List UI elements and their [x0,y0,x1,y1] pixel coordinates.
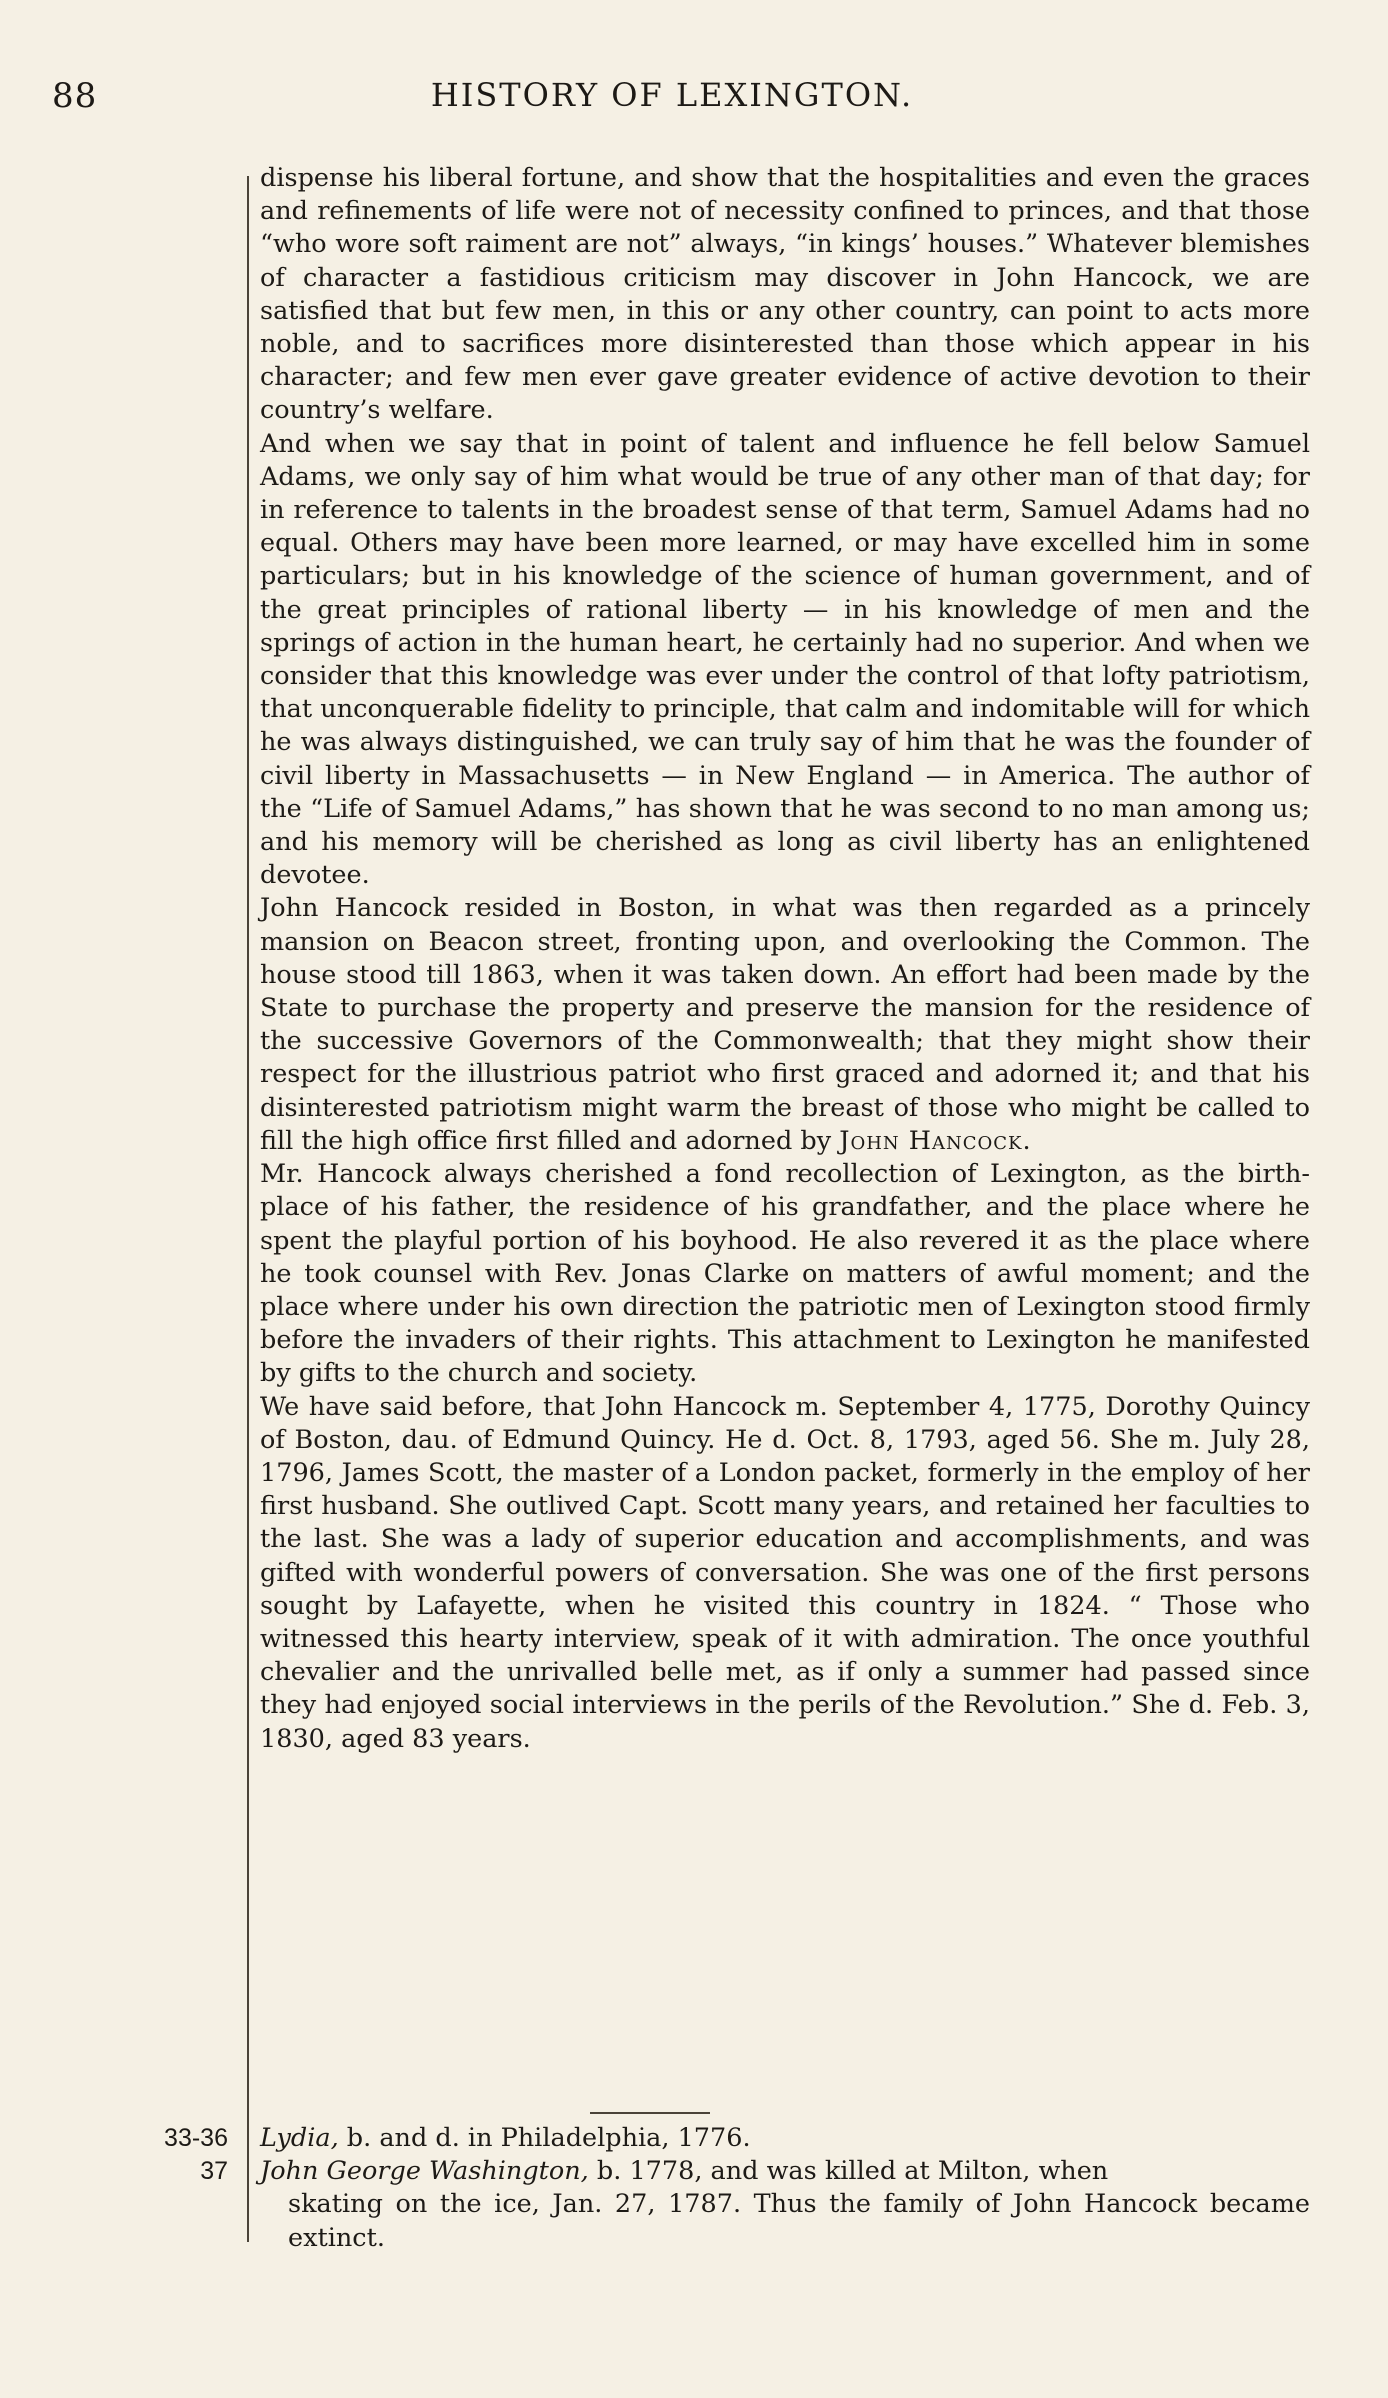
entry-number: 33-36 [164,2124,228,2152]
entry-text [260,2122,1310,2155]
entry-continuation: skating on the ice, Jan. 27, 1787. Thus the family of John Hancock became extinct. [288,2189,1310,2253]
paragraph-2: And when we say that in point of talent and influence he fell below Samuel Adams, we only say of him what would be true of any other man of that day; for in reference to talents in the broadest sense of that term, Samuel Adams had no equal. Others may have been more learned, or may have excelled him in some particulars; but in his knowledge of the science of human government, and of the great principles of rational liberty — in his knowledge of men and the springs of action in the human heart, he certainly had no superior. And when we consider that this knowledge was ever under the control of that lofty patriotism, that unconquerable fidelity to principle, that calm and indomitable will for which he was always distinguished, we can truly say of him that he was the founder of civil liberty in Massachusetts — in New England — in America. The author of the “Life of Samuel Adams,” has shown that he was second to no man among us; and his memory will be cherished as long as civil liberty has an enlightened devotee. [260,428,1310,891]
paragraph-3-text: John Hancock resided in Boston, in what was then regarded as a princely mansion on Beacon street, fronting upon, and overlooking the Common. The house stood till 1863, when it was taken down. An effort had been made by the State to purchase the property and preserve the mansion for the residence of the successive Governors of the Commonwealth; that they might show their respect for the illustrious patriot who first graced and adorned it; and that his disinterested patriotism might warm the breast of those who might be called to fill the high office first filled and adorned by [260,893,1310,1156]
running-head [52,76,1292,122]
page-title: HISTORY OF LEXINGTON. [430,76,914,114]
main-text [260,162,1310,1756]
paragraph-3 [260,892,1310,1158]
paragraph-1: dispense his liberal fortune, and show that the hospitalities and even the graces and refinements of life were not of necessity confined to princes, and that those “who wore soft raiment are not” always, “in kings’ houses.” Whatever blemishes of character a fastidious criticism may discover in John Hancock, we are satisfied that but few men, in this or any other country, can point to acts more noble, and to sacrifices more disinterested than those which appear in his character; and few men ever gave greater evidence of active devotion to their country’s welfare. [260,163,1310,426]
entry-detail: b. 1778, and was killed at Milton, when [588,2156,1109,2187]
page-number: 88 [52,76,98,116]
entry-name: Lydia, [260,2123,339,2153]
paragraph-5: We have said before, that John Hancock m. September 4, 1775, Dorothy Quincy of Boston, dau. of Edmund Quincy. He d. Oct. 8, 1793, aged 56. She m. July 28, 1796, James Scott, the master of a London packet, formerly in the employ of her first husband. She outlived Capt. Scott many years, and retained her faculties to the last. She was a lady of superior education and accomplishments, and was gifted with wonderful powers of conversation. She was one of the first persons sought by Lafayette, when he visited this country in 1824. “ Those who witnessed this hearty interview, speak of it with admiration. The once youthful chevalier and the unrivalled belle met, as if only a summer had passed since they had enjoyed social interviews in the perils of the Revolution.” She d. Feb. 3, 1830, aged 83 years. [260,1391,1310,1754]
paragraph-4: Mr. Hancock always cherished a fond recollection of Lexington, as the birth-place of his father, the residence of his grandfather, and the place where he spent the playful portion of his boyhood. He also revered it as the place where he took counsel with Rev. Jonas Clarke on matters of awful moment; and the place where under his own direction the patriotic men of Lexington stood firmly before the invaders of their rights. This attachment to Lexington he manifested by gifts to the church and society. [260,1159,1310,1389]
john-hancock-small-caps: John Hancock. [839,1125,1032,1156]
entry-name: John George Washington, [260,2156,589,2187]
entry-text [260,2155,1310,2255]
entry-detail: b. and d. in Philadelphia, 1776. [338,2123,751,2153]
margin-rule [247,176,249,2242]
genealogy-entries [0,2122,1310,2255]
entry-separator [590,2112,710,2114]
entry-lydia [0,2122,1310,2155]
entry-john-george-washington [0,2155,1310,2255]
entry-number: 37 [200,2157,228,2186]
